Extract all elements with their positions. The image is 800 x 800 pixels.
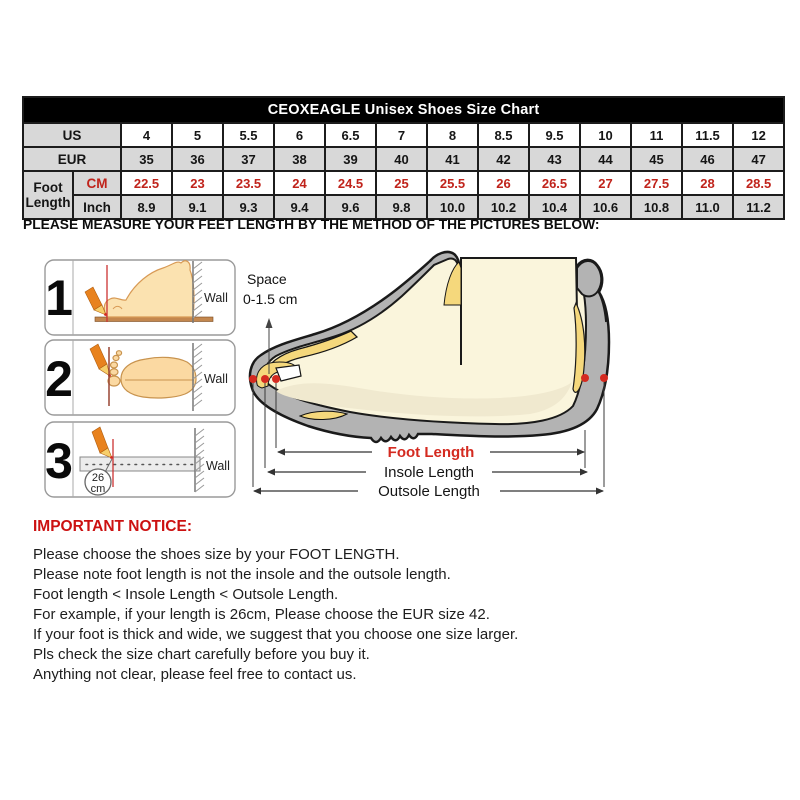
notice-line: Foot length < Insole Length < Outsole Length. bbox=[33, 586, 339, 603]
size-chart-title: CEOXEAGLE Unisex Shoes Size Chart bbox=[23, 97, 784, 123]
notice-title: IMPORTANT NOTICE: bbox=[33, 518, 193, 535]
cm-cell-0: 22.5 bbox=[121, 171, 172, 195]
us-size-cell-1: 5 bbox=[172, 123, 223, 147]
us-size-cell-3: 6 bbox=[274, 123, 325, 147]
cm-cell-4: 24.5 bbox=[325, 171, 376, 195]
outsole-length-label: Outsole Length bbox=[378, 483, 480, 500]
inch-cell-0: 8.9 bbox=[121, 195, 172, 219]
cm-cell-11: 28 bbox=[682, 171, 733, 195]
us-row bbox=[23, 123, 784, 147]
collar-back bbox=[577, 261, 601, 296]
shoe-cross-section bbox=[243, 252, 609, 500]
step-3-box bbox=[45, 422, 235, 497]
inch-cell-7: 10.2 bbox=[478, 195, 529, 219]
step-1-number: 1 bbox=[45, 270, 73, 326]
inch-cell-6: 10.0 bbox=[427, 195, 478, 219]
step-2-number: 2 bbox=[45, 351, 73, 407]
eur-size-cell-5: 40 bbox=[376, 147, 427, 171]
us-size-cell-5: 7 bbox=[376, 123, 427, 147]
insole-length-label: Insole Length bbox=[383, 464, 475, 481]
eur-size-cell-4: 39 bbox=[325, 147, 376, 171]
cm-row bbox=[23, 171, 784, 195]
insole-length-measure bbox=[267, 464, 588, 481]
cm-cell-5: 25 bbox=[376, 171, 427, 195]
cm-cell-12: 28.5 bbox=[733, 171, 784, 195]
notice-line: Anything not clear, please feel free to contact us. bbox=[33, 666, 357, 683]
space-range-label: 0-1.5 cm bbox=[243, 291, 298, 307]
us-size-cell-6: 8 bbox=[427, 123, 478, 147]
cm-cell-2: 23.5 bbox=[223, 171, 274, 195]
ruler-mark-value: 26 bbox=[91, 472, 105, 484]
eur-size-cell-11: 46 bbox=[682, 147, 733, 171]
inch-cell-1: 9.1 bbox=[172, 195, 223, 219]
us-size-cell-10: 11 bbox=[631, 123, 682, 147]
space-arrow bbox=[266, 318, 273, 328]
eur-size-cell-10: 45 bbox=[631, 147, 682, 171]
row-label-inch: Inch bbox=[73, 195, 121, 219]
cm-cell-3: 24 bbox=[274, 171, 325, 195]
row-label-foot-length: Foot Length bbox=[23, 171, 73, 219]
inch-cell-3: 9.4 bbox=[274, 195, 325, 219]
us-size-cell-12: 12 bbox=[733, 123, 784, 147]
size-chart-title-row bbox=[23, 97, 784, 123]
us-size-cell-11: 11.5 bbox=[682, 123, 733, 147]
us-size-cell-0: 4 bbox=[121, 123, 172, 147]
cm-cell-1: 23 bbox=[172, 171, 223, 195]
wall-label: Wall bbox=[204, 291, 228, 305]
cm-cell-7: 26 bbox=[478, 171, 529, 195]
step-3-number: 3 bbox=[45, 433, 73, 489]
wall-label: Wall bbox=[206, 459, 230, 473]
ground-line bbox=[95, 317, 213, 322]
row-label-cm: CM bbox=[73, 171, 121, 195]
cm-cell-9: 27 bbox=[580, 171, 631, 195]
us-size-cell-4: 6.5 bbox=[325, 123, 376, 147]
eur-row bbox=[23, 147, 784, 171]
us-size-cell-9: 10 bbox=[580, 123, 631, 147]
us-size-cell-2: 5.5 bbox=[223, 123, 274, 147]
cm-cell-10: 27.5 bbox=[631, 171, 682, 195]
inch-cell-9: 10.6 bbox=[580, 195, 631, 219]
inch-cell-11: 11.0 bbox=[682, 195, 733, 219]
size-chart-table bbox=[22, 96, 785, 220]
leg bbox=[461, 258, 578, 365]
cm-cell-8: 26.5 bbox=[529, 171, 580, 195]
step-2-box bbox=[45, 340, 235, 415]
inch-cell-10: 10.8 bbox=[631, 195, 682, 219]
inch-cell-5: 9.8 bbox=[376, 195, 427, 219]
eur-size-cell-1: 36 bbox=[172, 147, 223, 171]
inch-cell-2: 9.3 bbox=[223, 195, 274, 219]
foot-length-label: Foot Length bbox=[387, 444, 475, 461]
us-size-cell-7: 8.5 bbox=[478, 123, 529, 147]
measurement-diagram bbox=[0, 245, 800, 515]
us-size-cell-8: 9.5 bbox=[529, 123, 580, 147]
notice-line: Pls check the size chart carefully before you buy it. bbox=[33, 646, 370, 663]
row-label-eur: EUR bbox=[23, 147, 121, 171]
notice-line: Please choose the shoes size by your FOOT LENGTH. bbox=[33, 546, 400, 563]
outsole-length-measure bbox=[253, 483, 604, 500]
notice-line: For example, if your length is 26cm, Please choose the EUR size 42. bbox=[33, 606, 490, 623]
step-1-box bbox=[45, 260, 235, 335]
eur-size-cell-2: 37 bbox=[223, 147, 274, 171]
measure-instruction-heading: PLEASE MEASURE YOUR FEET LENGTH BY THE METHOD OF THE PICTURES BELOW: bbox=[23, 217, 600, 232]
foot-length-measure bbox=[277, 444, 585, 461]
inch-cell-8: 10.4 bbox=[529, 195, 580, 219]
cm-cell-6: 25.5 bbox=[427, 171, 478, 195]
eur-size-cell-8: 43 bbox=[529, 147, 580, 171]
wall-label: Wall bbox=[204, 372, 228, 386]
notice-line: Please note foot length is not the insole and the outsole length. bbox=[33, 566, 451, 583]
ruler-mark-unit: cm bbox=[90, 483, 106, 495]
eur-size-cell-6: 41 bbox=[427, 147, 478, 171]
inch-cell-12: 11.2 bbox=[733, 195, 784, 219]
space-label: Space bbox=[247, 271, 287, 287]
eur-size-cell-7: 42 bbox=[478, 147, 529, 171]
row-label-us: US bbox=[23, 123, 121, 147]
notice-line: If your foot is thick and wide, we suggest that you choose one size larger. bbox=[33, 626, 519, 643]
eur-size-cell-9: 44 bbox=[580, 147, 631, 171]
eur-size-cell-3: 38 bbox=[274, 147, 325, 171]
inch-cell-4: 9.6 bbox=[325, 195, 376, 219]
eur-size-cell-12: 47 bbox=[733, 147, 784, 171]
important-notice bbox=[33, 518, 518, 685]
eur-size-cell-0: 35 bbox=[121, 147, 172, 171]
inch-row bbox=[23, 195, 784, 219]
